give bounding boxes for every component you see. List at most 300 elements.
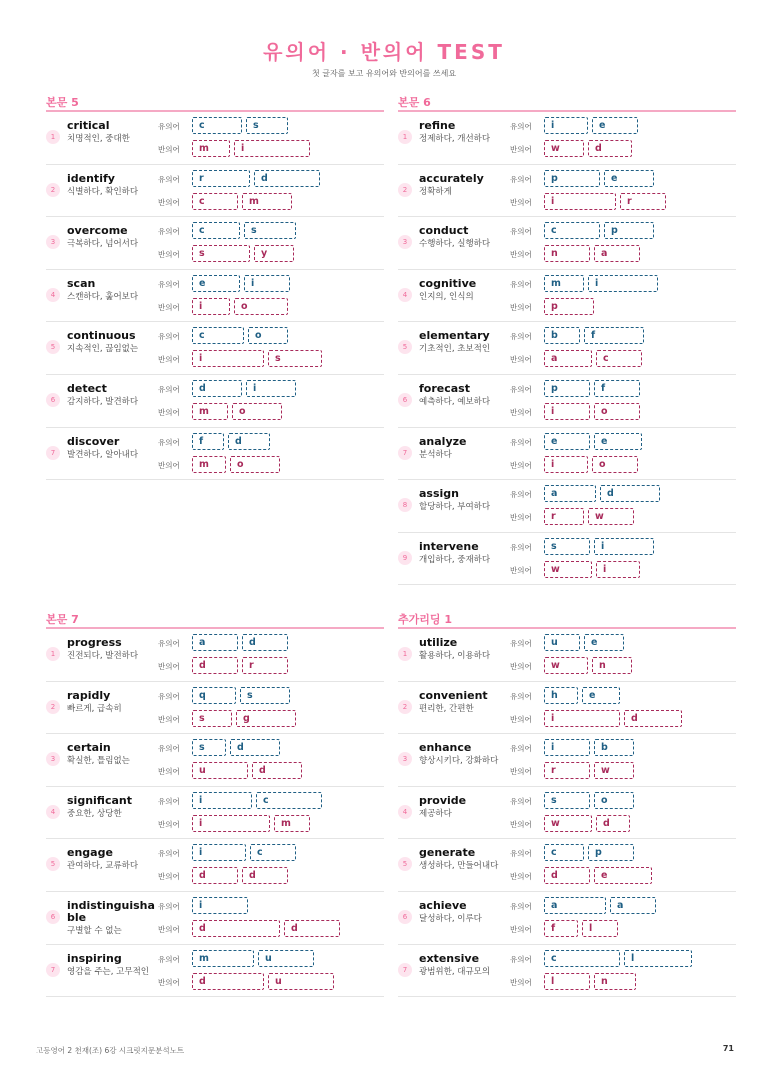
vocab-meaning: 정제하다, 개선하다 — [419, 134, 491, 144]
antonym-answer-box[interactable]: m — [192, 456, 226, 473]
synonym-answer-box[interactable]: b — [594, 739, 634, 756]
antonym-answer-box[interactable]: i — [544, 710, 620, 727]
antonym-answer-box[interactable]: r — [544, 508, 584, 525]
vocab-entry — [398, 945, 736, 998]
antonym-answer-box[interactable]: d — [588, 140, 632, 157]
vocab-word: accurately — [419, 171, 484, 185]
vocab-entry — [46, 322, 384, 375]
vocab-entry — [398, 533, 736, 586]
section-heading: 본문 5 — [46, 94, 384, 112]
vocab-meaning: 인지의, 인식의 — [419, 291, 474, 302]
antonym-answer-box[interactable]: i — [192, 298, 230, 315]
antonym-answer-box[interactable]: n — [592, 657, 632, 674]
antonym-label: 반의어 — [510, 145, 532, 154]
vocab-entry — [46, 945, 384, 998]
vocab-entry — [398, 892, 736, 945]
antonym-answer-box[interactable]: d — [192, 867, 238, 884]
vocab-meaning: 구별할 수 없는 — [67, 925, 122, 936]
synonym-answer-box[interactable]: s — [192, 739, 226, 756]
vocab-meaning: 기초적인, 초보적인 — [419, 344, 491, 355]
antonym-answer-box[interactable]: d — [624, 710, 682, 727]
antonym-answer-box[interactable]: i — [192, 815, 270, 832]
footer-book-title: 고등영어 2 천재(조) 6강 시크릿지문분석노트 — [36, 1046, 185, 1055]
vocab-entry — [398, 112, 736, 165]
entry-number-badge: 3 — [46, 752, 60, 766]
entry-number-badge: 5 — [46, 857, 60, 871]
synonym-answer-box[interactable]: s — [544, 538, 590, 555]
synonym-label: 유의어 — [510, 639, 532, 648]
synonym-label: 유의어 — [510, 542, 532, 552]
vocab-entry — [398, 839, 736, 892]
synonym-answer-box[interactable]: e — [594, 433, 642, 450]
synonym-answer-box[interactable]: s — [246, 117, 288, 134]
synonym-label: 유의어 — [158, 744, 180, 754]
antonym-label: 반의어 — [510, 407, 532, 417]
antonym-answer-box[interactable]: m — [192, 140, 230, 157]
vocab-word: progress — [67, 636, 122, 649]
synonym-label: 유의어 — [510, 796, 532, 806]
antonym-answer-box[interactable]: s — [192, 710, 232, 727]
synonym-answer-box[interactable]: i — [544, 739, 590, 756]
antonym-answer-box[interactable]: w — [594, 762, 634, 779]
synonym-label: 유의어 — [510, 174, 532, 184]
antonym-answer-box[interactable]: w — [588, 508, 634, 525]
page-title: 유의어 · 반의어 TEST — [263, 40, 505, 64]
antonym-answer-box[interactable]: d — [242, 867, 288, 884]
entry-number-badge: 7 — [398, 446, 412, 460]
section-bonmun-5 — [46, 94, 384, 480]
antonym-answer-box[interactable]: p — [544, 298, 594, 315]
entry-number-badge: 7 — [398, 963, 412, 977]
antonym-answer-box[interactable]: f — [544, 920, 578, 937]
synonym-answer-box[interactable]: d — [192, 380, 242, 397]
antonym-answer-box[interactable]: a — [544, 350, 592, 367]
antonym-label: 반의어 — [158, 407, 180, 417]
antonym-answer-box[interactable]: y — [254, 245, 294, 262]
vocab-word: assign — [419, 487, 459, 501]
vocab-entry — [46, 839, 384, 892]
vocab-entry — [398, 480, 736, 533]
synonym-answer-box[interactable]: d — [228, 433, 270, 450]
vocab-meaning: 지속적인, 끊임없는 — [67, 344, 139, 355]
antonym-answer-box[interactable]: m — [192, 403, 228, 420]
synonym-answer-box[interactable]: i — [588, 275, 658, 292]
antonym-answer-box[interactable]: d — [252, 762, 302, 779]
vocab-entry — [398, 217, 736, 270]
vocab-word: elementary — [419, 329, 490, 343]
vocab-entry — [398, 270, 736, 323]
vocab-word: utilize — [419, 636, 458, 649]
synonym-label: 유의어 — [510, 490, 532, 500]
synonym-answer-box[interactable]: i — [192, 844, 246, 861]
vocab-word: critical — [67, 119, 110, 132]
synonym-answer-box[interactable]: c — [192, 222, 240, 239]
vocab-word: detect — [67, 381, 107, 395]
vocab-meaning: 생성하다, 만들어내다 — [419, 861, 499, 872]
antonym-answer-box[interactable]: w — [544, 140, 584, 157]
vocab-meaning: 확실한, 틀림없는 — [67, 756, 130, 767]
antonym-label: 반의어 — [510, 302, 532, 312]
synonym-label: 유의어 — [158, 174, 180, 184]
synonym-label: 유의어 — [158, 954, 180, 964]
synonym-label: 유의어 — [158, 227, 180, 237]
entry-number-badge: 4 — [398, 805, 412, 819]
vocab-word: certain — [67, 741, 111, 755]
vocab-meaning: 정확하게 — [419, 186, 452, 197]
antonym-label: 반의어 — [158, 714, 180, 724]
antonym-label: 반의어 — [158, 460, 180, 470]
entry-number-badge: 7 — [46, 963, 60, 977]
vocab-word: indistinguishable — [67, 898, 155, 924]
page-number: 71 — [722, 1044, 734, 1053]
synonym-label: 유의어 — [510, 744, 532, 754]
vocab-word: extensive — [419, 951, 480, 965]
antonym-label: 반의어 — [510, 565, 532, 575]
antonym-answer-box[interactable]: i — [192, 350, 264, 367]
synonym-answer-box[interactable]: e — [192, 275, 240, 292]
entry-number-badge: 6 — [398, 393, 412, 407]
synonym-label: 유의어 — [510, 901, 532, 911]
synonym-answer-box[interactable]: e — [544, 433, 590, 450]
synonym-label: 유의어 — [158, 437, 180, 447]
antonym-label: 반의어 — [158, 145, 180, 154]
synonym-answer-box[interactable]: s — [244, 222, 296, 239]
vocab-word: identify — [67, 171, 115, 185]
section-bonmun-6 — [398, 94, 736, 585]
antonym-answer-box[interactable]: o — [594, 403, 640, 420]
antonym-label: 반의어 — [510, 197, 532, 207]
antonym-label: 반의어 — [510, 924, 532, 934]
synonym-label: 유의어 — [510, 279, 532, 289]
vocab-word: discover — [67, 434, 120, 448]
synonym-label: 유의어 — [158, 901, 180, 911]
vocab-meaning: 제공하다 — [419, 808, 452, 819]
synonym-answer-box[interactable]: a — [192, 634, 238, 651]
vocab-meaning: 활용하다, 이용하다 — [419, 651, 491, 661]
antonym-label: 반의어 — [510, 872, 532, 882]
antonym-answer-box[interactable]: o — [234, 298, 288, 315]
entry-number-badge: 1 — [398, 647, 412, 661]
vocab-meaning: 예측하다, 예보하다 — [419, 396, 491, 407]
antonym-answer-box[interactable]: d — [192, 920, 280, 937]
antonym-answer-box[interactable]: s — [268, 350, 322, 367]
antonym-label: 반의어 — [158, 302, 180, 312]
antonym-answer-box[interactable]: g — [236, 710, 296, 727]
vocab-word: rapidly — [67, 688, 111, 702]
antonym-answer-box[interactable]: n — [594, 973, 636, 990]
entry-number-badge: 5 — [398, 340, 412, 354]
synonym-answer-box[interactable]: a — [610, 897, 656, 914]
antonym-answer-box[interactable]: d — [192, 657, 238, 674]
antonym-answer-box[interactable]: r — [544, 762, 590, 779]
synonym-answer-box[interactable]: e — [592, 117, 638, 134]
entry-number-badge: 2 — [398, 700, 412, 714]
antonym-answer-box[interactable]: o — [592, 456, 638, 473]
synonym-label: 유의어 — [510, 849, 532, 859]
entry-number-badge: 2 — [46, 183, 60, 197]
synonym-answer-box[interactable]: u — [258, 950, 314, 967]
vocab-word: engage — [67, 846, 113, 860]
synonym-answer-box[interactable]: c — [192, 327, 244, 344]
antonym-answer-box[interactable]: w — [544, 657, 588, 674]
synonym-answer-box[interactable]: p — [604, 222, 654, 239]
vocab-meaning: 편리한, 간편한 — [419, 703, 474, 714]
vocab-word: intervene — [419, 539, 479, 553]
synonym-answer-box[interactable]: e — [584, 634, 624, 651]
antonym-answer-box[interactable]: l — [544, 973, 590, 990]
vocab-entry — [398, 734, 736, 787]
synonym-label: 유의어 — [158, 122, 180, 131]
synonym-label: 유의어 — [510, 437, 532, 447]
vocab-meaning: 개입하다, 중재하다 — [419, 554, 491, 565]
synonym-answer-box[interactable]: u — [544, 634, 580, 651]
vocab-meaning: 진전되다, 발전하다 — [67, 651, 139, 661]
section-heading: 본문 6 — [398, 94, 736, 112]
entry-number-badge: 5 — [398, 857, 412, 871]
synonym-answer-box[interactable]: i — [192, 897, 248, 914]
vocab-word: conduct — [419, 224, 469, 238]
synonym-answer-box[interactable]: b — [544, 327, 580, 344]
vocab-word: significant — [67, 793, 132, 807]
synonym-answer-box[interactable]: c — [544, 950, 620, 967]
antonym-label: 반의어 — [510, 460, 532, 470]
entry-number-badge: 1 — [46, 647, 60, 661]
vocab-word: generate — [419, 846, 476, 860]
synonym-label: 유의어 — [510, 691, 532, 701]
synonym-answer-box[interactable]: o — [594, 792, 634, 809]
antonym-answer-box[interactable]: d — [192, 973, 264, 990]
synonym-answer-box[interactable]: c — [544, 844, 584, 861]
vocab-meaning: 광범위한, 대규모의 — [419, 966, 491, 977]
vocab-meaning: 영감을 주는, 고무적인 — [67, 966, 150, 977]
synonym-answer-box[interactable]: r — [192, 170, 250, 187]
antonym-answer-box[interactable]: c — [596, 350, 642, 367]
vocab-entry — [46, 892, 384, 945]
vocab-entry — [46, 217, 384, 270]
antonym-answer-box[interactable]: w — [544, 561, 592, 578]
section-heading: 추가리딩 1 — [398, 611, 736, 629]
vocab-entry — [46, 428, 384, 481]
vocab-meaning: 극복하다, 넘어서다 — [67, 239, 139, 250]
entry-number-badge: 3 — [46, 235, 60, 249]
vocab-meaning: 중요한, 상당한 — [67, 808, 122, 819]
synonym-answer-box[interactable]: i — [594, 538, 654, 555]
antonym-answer-box[interactable]: i — [544, 403, 590, 420]
vocab-entry — [46, 165, 384, 218]
antonym-answer-box[interactable]: i — [596, 561, 640, 578]
antonym-answer-box[interactable]: s — [192, 245, 250, 262]
antonym-answer-box[interactable]: i — [544, 193, 616, 210]
vocab-meaning: 관여하다, 교류하다 — [67, 861, 139, 872]
entry-number-badge: 9 — [398, 551, 412, 565]
vocab-meaning: 수행하다, 실행하다 — [419, 239, 491, 250]
entry-number-badge: 6 — [46, 910, 60, 924]
section-bonmun-7 — [46, 611, 384, 997]
antonym-answer-box[interactable]: d — [596, 815, 630, 832]
entry-number-badge: 4 — [46, 805, 60, 819]
antonym-answer-box[interactable]: o — [230, 456, 280, 473]
antonym-label: 반의어 — [158, 872, 180, 882]
vocab-word: convenient — [419, 688, 488, 702]
vocab-entry — [46, 734, 384, 787]
entry-number-badge: 2 — [46, 700, 60, 714]
vocab-meaning: 빠르게, 급속히 — [67, 703, 122, 714]
vocab-entry — [46, 375, 384, 428]
antonym-label: 반의어 — [158, 924, 180, 934]
antonym-label: 반의어 — [510, 714, 532, 724]
antonym-answer-box[interactable]: r — [620, 193, 666, 210]
entry-number-badge: 1 — [398, 130, 412, 144]
entry-number-badge: 5 — [46, 340, 60, 354]
synonym-label: 유의어 — [158, 279, 180, 289]
vocab-word: refine — [419, 119, 456, 132]
entry-number-badge: 7 — [46, 446, 60, 460]
synonym-answer-box[interactable]: f — [594, 380, 640, 397]
vocab-word: forecast — [419, 381, 470, 395]
synonym-answer-box[interactable]: f — [192, 433, 224, 450]
synonym-answer-box[interactable]: d — [230, 739, 280, 756]
synonym-answer-box[interactable]: a — [544, 485, 596, 502]
vocab-word: achieve — [419, 898, 467, 912]
antonym-answer-box[interactable]: l — [582, 920, 618, 937]
vocab-meaning: 감지하다, 발견하다 — [67, 396, 139, 407]
vocab-entry — [46, 112, 384, 165]
synonym-answer-box[interactable]: e — [582, 687, 620, 704]
synonym-answer-box[interactable]: p — [544, 380, 590, 397]
synonym-answer-box[interactable]: l — [624, 950, 692, 967]
vocab-word: overcome — [67, 224, 128, 238]
antonym-label: 반의어 — [510, 819, 532, 829]
vocab-word: cognitive — [419, 276, 477, 290]
synonym-label: 유의어 — [158, 384, 180, 394]
synonym-label: 유의어 — [158, 849, 180, 859]
antonym-label: 반의어 — [510, 662, 532, 671]
synonym-answer-box[interactable]: s — [544, 792, 590, 809]
vocab-entry — [398, 428, 736, 481]
entry-number-badge: 4 — [398, 288, 412, 302]
vocab-meaning: 스캔하다, 훑어보다 — [67, 291, 139, 302]
antonym-answer-box[interactable]: w — [544, 815, 592, 832]
antonym-answer-box[interactable]: u — [268, 973, 334, 990]
synonym-answer-box[interactable]: i — [192, 792, 252, 809]
synonym-answer-box[interactable]: f — [584, 327, 644, 344]
vocab-word: analyze — [419, 434, 467, 448]
antonym-label: 반의어 — [510, 513, 532, 523]
antonym-answer-box[interactable]: c — [192, 193, 238, 210]
synonym-answer-box[interactable]: p — [544, 170, 600, 187]
antonym-answer-box[interactable]: d — [544, 867, 590, 884]
synonym-answer-box[interactable]: d — [242, 634, 288, 651]
page-subtitle: 첫 글자를 보고 유의어와 반의어를 쓰세요 — [311, 69, 457, 78]
antonym-label: 반의어 — [158, 355, 180, 365]
antonym-answer-box[interactable]: i — [234, 140, 310, 157]
antonym-label: 반의어 — [158, 977, 180, 987]
entry-number-badge: 6 — [46, 393, 60, 407]
synonym-answer-box[interactable]: c — [250, 844, 296, 861]
synonym-answer-box[interactable]: d — [600, 485, 660, 502]
antonym-label: 반의어 — [158, 767, 180, 777]
synonym-answer-box[interactable]: c — [256, 792, 322, 809]
synonym-label: 유의어 — [510, 954, 532, 964]
synonym-answer-box[interactable]: c — [192, 117, 242, 134]
antonym-answer-box[interactable]: a — [594, 245, 640, 262]
entry-number-badge: 3 — [398, 752, 412, 766]
antonym-answer-box[interactable]: m — [274, 815, 310, 832]
entry-number-badge: 8 — [398, 498, 412, 512]
synonym-label: 유의어 — [158, 796, 180, 806]
vocab-meaning: 향상시키다, 강화하다 — [419, 756, 499, 767]
vocab-meaning: 식별하다, 확인하다 — [67, 186, 139, 197]
vocab-entry — [46, 270, 384, 323]
vocab-entry — [398, 787, 736, 840]
vocab-meaning: 할당하다, 부여하다 — [419, 502, 491, 513]
entry-number-badge: 2 — [398, 183, 412, 197]
antonym-answer-box[interactable]: d — [284, 920, 340, 937]
entry-number-badge: 6 — [398, 910, 412, 924]
synonym-answer-box[interactable]: c — [544, 222, 600, 239]
vocab-word: inspiring — [67, 951, 122, 965]
section-heading: 본문 7 — [46, 611, 384, 629]
antonym-answer-box[interactable]: u — [192, 762, 248, 779]
synonym-answer-box[interactable]: a — [544, 897, 606, 914]
synonym-answer-box[interactable]: h — [544, 687, 578, 704]
antonym-label: 반의어 — [158, 819, 180, 829]
synonym-answer-box[interactable]: i — [246, 380, 296, 397]
vocab-entry — [398, 165, 736, 218]
vocab-meaning: 달성하다, 이루다 — [419, 913, 482, 924]
synonym-answer-box[interactable]: m — [544, 275, 584, 292]
synonym-label: 유의어 — [158, 691, 180, 701]
synonym-label: 유의어 — [510, 332, 532, 342]
synonym-answer-box[interactable]: p — [588, 844, 634, 861]
vocab-meaning: 치명적인, 중대한 — [67, 134, 130, 144]
synonym-answer-box[interactable]: o — [248, 327, 288, 344]
vocab-entry — [398, 682, 736, 735]
antonym-label: 반의어 — [510, 250, 532, 260]
synonym-answer-box[interactable]: i — [544, 117, 588, 134]
vocab-meaning: 분석하다 — [419, 449, 452, 460]
synonym-label: 유의어 — [158, 639, 180, 648]
synonym-label: 유의어 — [510, 384, 532, 394]
vocab-entry — [398, 322, 736, 375]
antonym-label: 반의어 — [510, 767, 532, 777]
synonym-answer-box[interactable]: e — [604, 170, 654, 187]
antonym-label: 반의어 — [158, 662, 180, 671]
synonym-label: 유의어 — [158, 332, 180, 342]
vocab-entry — [46, 629, 384, 682]
synonym-answer-box[interactable]: m — [192, 950, 254, 967]
antonym-label: 반의어 — [510, 355, 532, 365]
antonym-answer-box[interactable]: r — [242, 657, 288, 674]
synonym-answer-box[interactable]: i — [244, 275, 290, 292]
synonym-answer-box[interactable]: q — [192, 687, 236, 704]
vocab-entry — [398, 629, 736, 682]
vocab-meaning: 발견하다, 알아내다 — [67, 449, 139, 460]
antonym-label: 반의어 — [510, 977, 532, 987]
synonym-label: 유의어 — [510, 122, 532, 131]
antonym-answer-box[interactable]: m — [242, 193, 292, 210]
synonym-answer-box[interactable]: d — [254, 170, 320, 187]
vocab-entry — [398, 375, 736, 428]
antonym-label: 반의어 — [158, 197, 180, 207]
antonym-answer-box[interactable]: e — [594, 867, 652, 884]
antonym-answer-box[interactable]: n — [544, 245, 590, 262]
synonym-answer-box[interactable]: s — [240, 687, 290, 704]
vocab-entry — [46, 682, 384, 735]
vocab-word: provide — [419, 793, 467, 807]
antonym-answer-box[interactable]: o — [232, 403, 282, 420]
antonym-answer-box[interactable]: i — [544, 456, 588, 473]
